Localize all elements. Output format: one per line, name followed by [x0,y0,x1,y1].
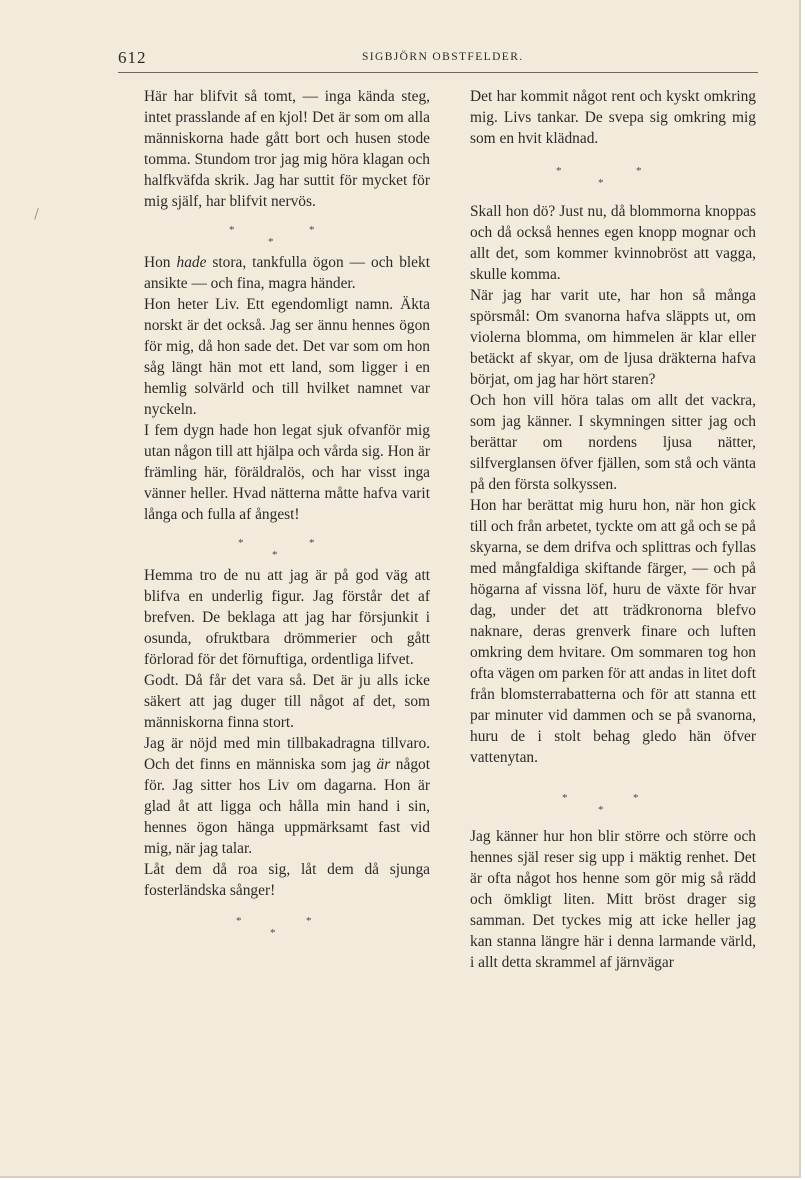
asterisk: * [272,549,278,561]
asterisk: * [306,915,312,927]
text-run: något för. Jag sitter hos Liv om dagarna. Hon är glad åt att ligga och hålla min hand i sin, hennes ögon hänga uppmärksamt fast vid mig, när jag talar. [144,756,430,857]
left-column [144,86,430,941]
asterisk: * [268,236,274,248]
paragraph: Godt. Då får det vara så. Det är ju alls icke säkert att jag duger till något af det, som människorna finna stort. [144,672,430,731]
asterisk: * [633,792,639,804]
text-run: Hon [144,254,177,271]
paragraph: Och hon vill höra talas om allt det vackra, som jag känner. I skymningen sitter jag och berättar om nordens ljusa nätter, silfverglansen öfver fjällen, som stå och vänta på den första solkyssen. [470,392,756,493]
section-break [144,901,430,941]
asterisk: * [270,927,276,939]
paragraph: När jag har varit ute, har hon så många spörsmål: Om svanorna hafva släppts ut, om violerna blomma, om himmelen är klar eller betäckt af skyar, om de ljusa dräkterna hafva börjat, om jag har hört staren? [470,287,756,388]
header-rule [118,72,758,73]
italic-word: är [376,756,391,773]
section-break [144,525,430,565]
paragraph: Jag känner hur hon blir större och större och hennes själ reser sig upp i mäktig renhet. Det är ofta något hos henne som gör mig så rädd och ömkligt liten. Mitt bröst drager sig samman. Det tyckes mig att icke heller jag kan stanna längre här i denna larmande värld, i allt detta skrammel af järnvägar [470,828,756,971]
paragraph: Hemma tro de nu att jag är på god väg att blifva en underlig figur. Jag förstår det af brefven. De beklaga att jag har försjunkit i osunda, ofruktbara drömmerier och gått förlorad för det förnuftiga, ordentliga lifvet. [144,567,430,668]
paragraph: Låt dem då roa sig, låt dem då sjunga fosterländska sånger! [144,861,430,899]
paragraph [144,252,430,294]
paragraph: Här har blifvit så tomt, — inga kända steg, intet prasslande af en kjol! Det är som om alla människorna hade gått bort och husen stode tomma. Stundom tror jag mig höra klagan och halfkväfda skrik. Jag har suttit för mycket för mig själf, har blifvit nervös. [144,88,430,210]
paragraph: Hon heter Liv. Ett egendomligt namn. Äkta norskt är det också. Jag ser ännu hennes ögon för mig, då hon sade det. Det var som om hon såg längt hän mot ett land, som ligger i en hemlig solvärld och till hvilket namnet var nyckeln. [144,296,430,418]
asterisk: * [238,537,244,549]
margin-mark [34,208,40,220]
section-break [144,212,430,252]
italic-word: hade [176,254,207,271]
paragraph: I fem dygn hade hon legat sjuk ofvanför mig utan någon till att hjälpa och vårda sig. Hon är främling här, föräldralös, och har visst inga vänner heller. Hvad nätterna måtte hafva varit långa och fulla af ångest! [144,422,430,523]
paragraph: Det har kommit något rent och kyskt omkring mig. Livs tankar. De svepa sig omkring mig som en hvit klädnad. [470,88,756,147]
asterisk: * [598,804,604,816]
asterisk: * [636,165,642,177]
paragraph [144,733,430,859]
page-header [118,48,758,70]
paragraph: Hon har berättat mig huru hon, när hon gick till och från arbetet, tyckte om att gå och se på skyarna, se dem drifva och splittras och fyllas med mångfaldiga skiftande färger, — och på högarna af vissna löf, huru de växte för hvar dag, under det att trädkronorna blefvo naknare, deras grenverk finare och luften omkring dem hvitare. Om sommaren tog hon ofta vägen om parken för att andas in litet doft från blomsterrabatterna och för att stanna ett par minuter vid dammen och se på svanorna, huru de i stolt behag gledo hän öfver vattenytan. [470,497,756,766]
asterisk: * [556,165,562,177]
section-break [470,149,756,201]
paragraph: Skall hon dö? Just nu, då blommorna knoppas och då också hennes egen knopp mognar och allt det, som kommer kvinnobröst att vagga, skulle komma. [470,203,756,283]
asterisk: * [598,177,604,189]
asterisk: * [236,915,242,927]
right-column [470,86,756,973]
page-number: 612 [118,48,147,67]
section-break [470,768,756,826]
asterisk: * [562,792,568,804]
asterisk: * [309,537,315,549]
asterisk: * [229,224,235,236]
asterisk: * [309,224,315,236]
text-run: Jag är nöjd med min tillbakadragna tillvaro. Och det finns en människa som jag [144,735,430,773]
text-run: stora, tankfulla ögon — och blekt ansikte — och fina, magra händer. [144,254,430,292]
running-title: SIGBJÖRN OBSTFELDER. [362,51,524,63]
